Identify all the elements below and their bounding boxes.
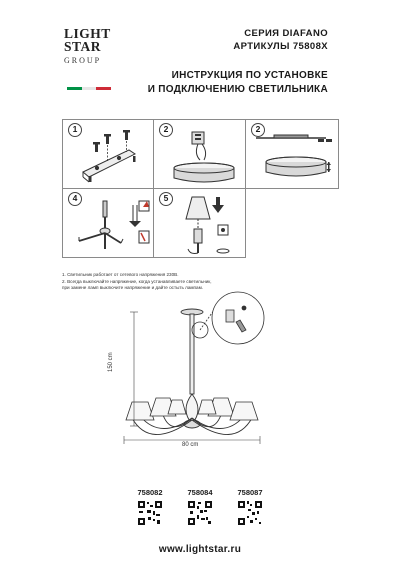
mounting-bar-screws-icon (73, 130, 149, 186)
step-2a-panel (153, 119, 246, 189)
qr-code-2-icon[interactable] (187, 500, 213, 526)
series-label: СЕРИЯ DIAFANO (244, 28, 328, 39)
title-line-1: ИНСТРУКЦИЯ ПО УСТАНОВКЕ (171, 70, 328, 81)
article-code-3: 758087 (237, 488, 263, 497)
step-1-number: 1 (68, 123, 82, 137)
arms-assembly-icon (73, 197, 153, 257)
step-4-panel (62, 188, 154, 258)
height-dimension: 150 cm (108, 352, 114, 372)
step-4-number: 4 (68, 192, 82, 206)
steps-grid (62, 119, 339, 258)
step-2b-panel (245, 119, 339, 189)
lampshade-install-icon (168, 195, 244, 257)
title-line-2: И ПОДКЛЮЧЕНИЮ СВЕТИЛЬНИКА (147, 84, 328, 95)
flag-white (82, 87, 97, 90)
safety-notes (62, 272, 232, 292)
website-link[interactable]: www.lightstar.ru (158, 544, 242, 555)
width-dimension: 80 cm (182, 442, 199, 448)
note-1: 1. Светильник работает от сетевого напряжения 230В. (62, 272, 179, 277)
qr-code-3-icon[interactable] (237, 500, 263, 526)
italian-flag-stripe (67, 87, 111, 90)
brand-logo (64, 27, 112, 67)
ceiling-detail-callout (190, 290, 270, 352)
flag-red (96, 87, 111, 90)
ceiling-plate-screw-icon (256, 134, 336, 186)
step-2a-number: 2 (159, 123, 173, 137)
step-5-number: 5 (159, 192, 173, 206)
brand-line-1: LIGHT (64, 26, 111, 41)
articles-label: АРТИКУЛЫ 75808X (233, 41, 328, 52)
step-5-panel (153, 188, 246, 258)
brand-line-3: GROUP (64, 56, 102, 65)
step-1-panel (62, 119, 154, 189)
wire-connection-icon (168, 128, 238, 186)
instruction-title (148, 69, 328, 97)
article-code-1: 758082 (137, 488, 163, 497)
step-2b-number: 2 (251, 123, 265, 137)
flag-green (67, 87, 82, 90)
qr-code-1-icon[interactable] (137, 500, 163, 526)
brand-line-2: STAR (64, 39, 102, 54)
article-code-2: 758084 (187, 488, 213, 497)
note-3: при замене ламп выключите напряжение и дайте остыть лампам. (62, 285, 204, 290)
note-2: 2. Всегда выключайте напряжение, когда устанавливаете светильник, (62, 278, 212, 284)
